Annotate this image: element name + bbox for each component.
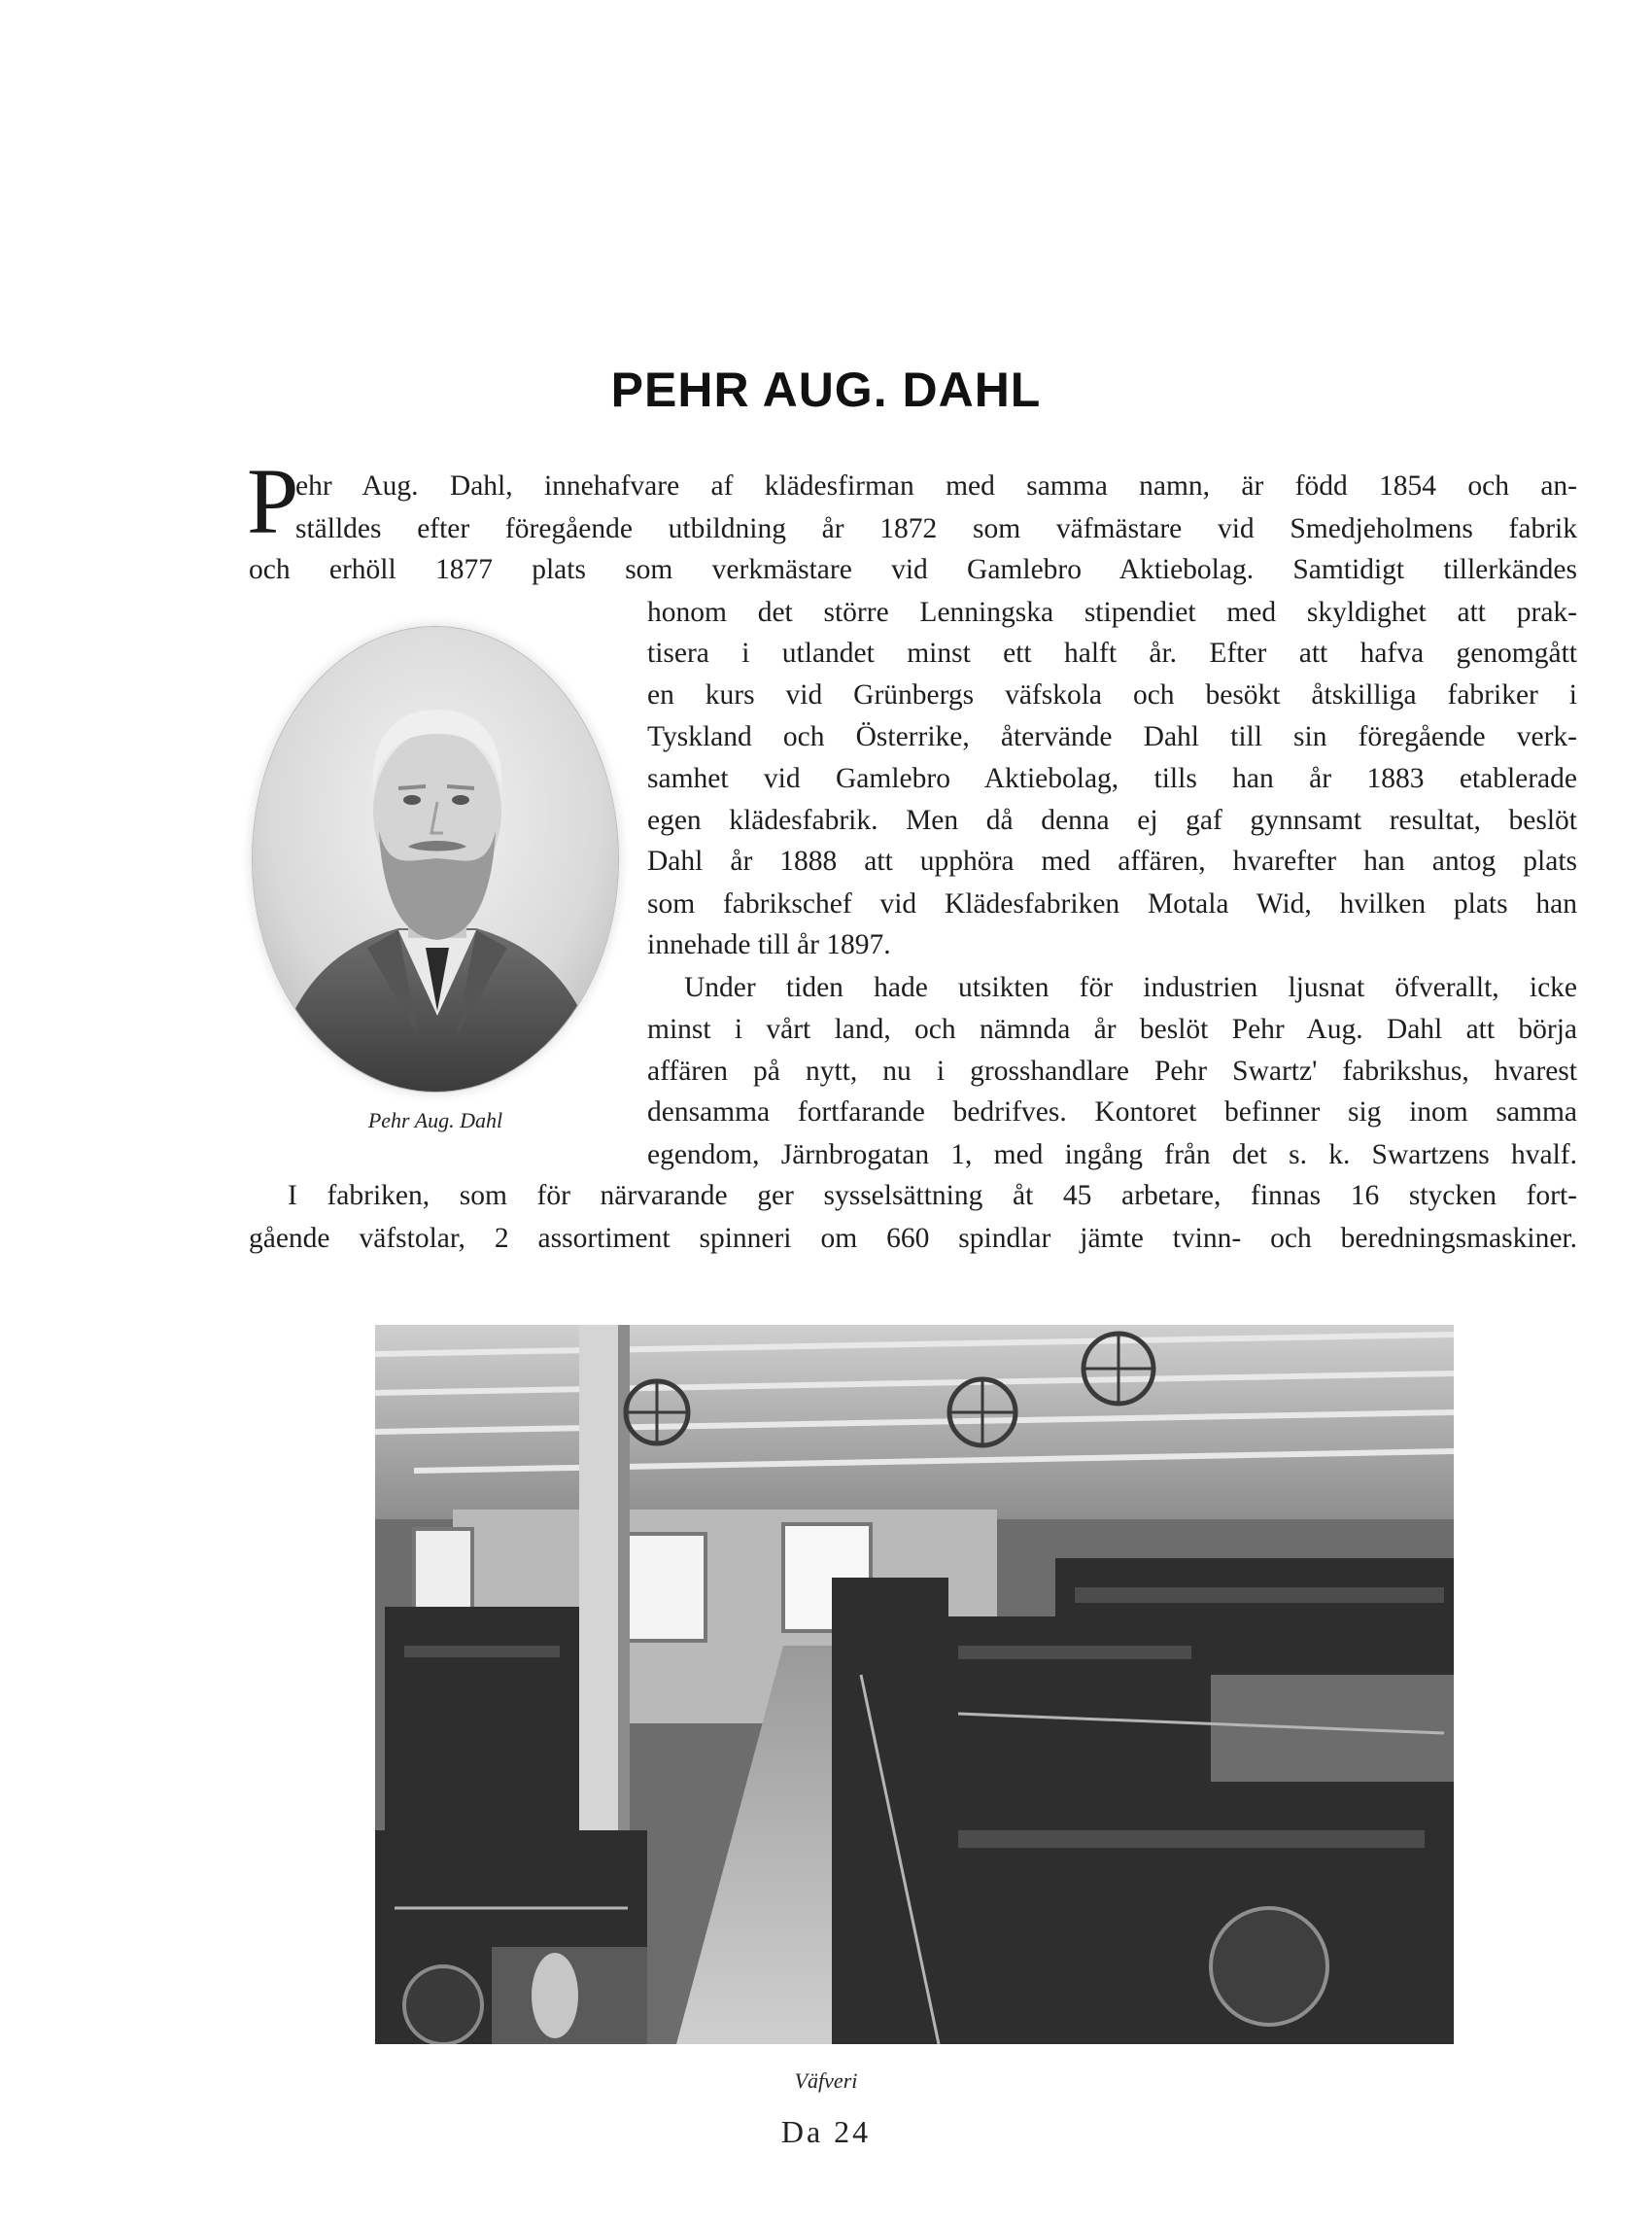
portrait-caption: Pehr Aug. Dahl [367,1108,503,1132]
text-line: tisera i utlandet minst ett halft år. Efter att hafva genomgått [647,638,1577,669]
text-line: honom det större Lenningska stipendiet med skyldighet att prak- [647,597,1577,628]
text-line: gående väfstolar, 2 assortiment spinneri om 660 spindlar jämte tvinn- och beredningsmaskiner. [249,1223,1577,1254]
text-line: egendom, Järnbrogatan 1, med ingång från det s. k. Swartzens hvalf. [647,1139,1577,1170]
text-line: ehr Aug. Dahl, innehafvare af klädesfirman med samma namn, är född 1854 och an- [295,470,1577,502]
text-line: Under tiden hade utsikten för industrien ljusnat öfverallt, icke [684,972,1577,1003]
photo-caption: Väfveri [794,2068,858,2093]
text-line: ställdes efter föregående utbildning år 1872 som väfmästare vid Smedjeholmens fabrik [295,513,1577,544]
page-title: PEHR AUG. DAHL [610,363,1042,417]
text-line: Tyskland och Österrike, återvände Dahl till sin föregående verk- [647,721,1577,752]
text-line: egen klädesfabrik. Men då denna ej gaf gynnsamt resultat, beslöt [647,805,1577,836]
text-line: innehade till år 1897. [647,929,891,960]
text-line: och erhöll 1877 plats som verkmästare vid Gamlebro Aktiebolag. Samtidigt tillerkändes [249,554,1577,585]
text-line: densamma fortfarande bedrifves. Kontoret befinner sig inom samma [647,1096,1577,1128]
text-line: I fabriken, som för närvarande ger sysselsättning åt 45 arbetare, finnas 16 stycken fort- [288,1180,1577,1211]
text-line: minst i vårt land, och nämnda år beslöt Pehr Aug. Dahl att börja [647,1014,1577,1045]
text-line: en kurs vid Grünbergs väfskola och besökt åtskilliga fabriker i [647,679,1577,711]
text-line: Dahl år 1888 att upphöra med affären, hvarefter han antog plats [647,846,1577,877]
text-line: som fabrikschef vid Klädesfabriken Motala Wid, hvilken plats han [647,888,1577,920]
text-line: affären på nytt, nu i grosshandlare Pehr Swartz' fabrikshus, hvarest [647,1056,1577,1087]
portrait-photo [253,627,618,1092]
drop-cap: P [247,449,299,553]
text-line: samhet vid Gamlebro Aktiebolag, tills han år 1883 etablerade [647,763,1577,794]
page-number: Da 24 [780,2114,872,2149]
weaving-hall-photo [375,1325,1454,2044]
